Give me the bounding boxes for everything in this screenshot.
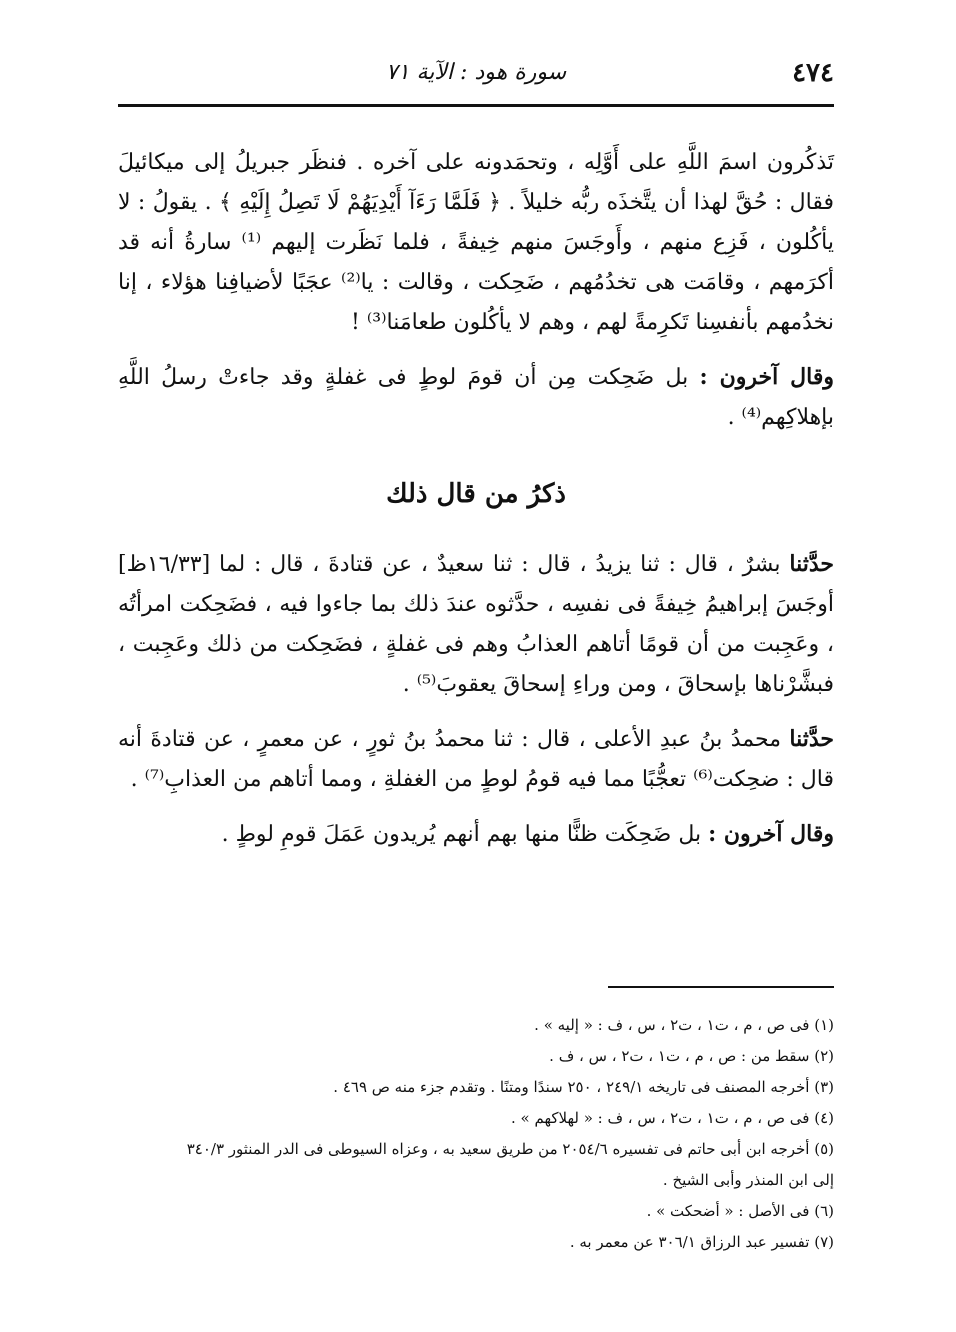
footnote-rule bbox=[608, 986, 834, 988]
paragraph-lead: حدَّثنا bbox=[789, 551, 834, 577]
paragraph bbox=[118, 544, 834, 705]
running-title: سورة هود : الآية ٧١ bbox=[385, 60, 567, 85]
paragraph bbox=[118, 719, 834, 800]
footnote: (٢) سقط من : ص ، م ، ت١ ، ت٢ ، س ، ف . bbox=[549, 1047, 834, 1065]
paragraph-lead: حدَّثنا bbox=[789, 726, 834, 752]
paragraph-text: محمدُ بنُ عبدِ الأعلى ، قال : ثنا محمدُ بنُ ثورٍ ، عن معمرٍ ، عن قتادةَ أنه قال : ضحِكت⁽⁶⁾ تعجُّبًا مما فيه قومُ لوطٍ من الغفلةِ ، ومما أتاهم من العذابِ⁽⁷⁾ . bbox=[118, 727, 834, 792]
footnote: (٣) أخرجه المصنف فى تاريخه ٢٤٩/١ ، ٢٥٠ سندًا ومتنًا . وتقدم جزء منه ص ٤٦٩ . bbox=[333, 1078, 834, 1096]
paragraph bbox=[118, 357, 834, 438]
footnote: (٥) أخرجه ابن أبى حاتم فى تفسيره ٢٠٥٤/٦ من طريق سعيد به ، وعزاه السيوطى فى الدر المنثور ٣٤٠/٣ bbox=[186, 1140, 834, 1158]
page-number: ٤٧٤ bbox=[792, 58, 834, 88]
footnote: (١) فى ص ، م ، ت١ ، ت٢ ، س ، ف : « إليه » . bbox=[534, 1016, 834, 1034]
paragraph bbox=[118, 814, 834, 855]
footnote: (٦) فى الأصل : « أضحكت » . bbox=[646, 1202, 834, 1220]
footnote-continuation: إلى ابن المنذر وأبى الشيخ . bbox=[662, 1171, 834, 1189]
paragraph-text: تَذكُرون اسمَ اللَّهِ على أَوَّلِه ، وتحمَدونه على آخره . فنظَر جبريلُ إلى ميكائيلَ فقال : حُقَّ لهذا أن يتَّخذَه ربُّه خليلاً . ﴿ فَلَمَّا رَءَآ أَيْدِيَهُمْ لَا تَصِلُ إِلَيْهِ ﴾ . يقولُ : لا يأكُلون ، فَزِع منهم ، وأَوجَسَ منهم خِيفةً ، فلما نَظَرت إليهم ⁽¹⁾ سارةُ أنه قد أكرَمهم ، وقامَت هى تخدُمُهم ، ضَحِكت ، وقالت : يا⁽²⁾ عجَبًا لأضيافِنا هؤلاء ، إنا نخدُمهم بأنفسِنا تَكرِمةً لهم ، وهم لا يأكُلون طعامَنا⁽³⁾ ! bbox=[118, 150, 834, 335]
paragraph-text: بل ضَحِكَت ظنًّا منها بهم أنهم يُريدون عَمَلَ قومِ لوطٍ . bbox=[221, 822, 709, 847]
page-header bbox=[118, 56, 834, 96]
paragraph-lead: وقال آخرون : bbox=[699, 364, 834, 390]
section-heading: ذكرُ من قال ذلك bbox=[386, 479, 566, 509]
paragraph-lead: وقال آخرون : bbox=[708, 821, 834, 847]
header-rule bbox=[118, 104, 834, 107]
paragraph bbox=[118, 142, 834, 343]
main-text bbox=[118, 142, 834, 855]
paragraph-text: بشرٌ ، قال : ثنا يزيدُ ، قال : ثنا سعيدٌ ، عن قتادةَ ، قال : لما [١٦/٣٣ظ] أوجَسَ إبراهيمُ خِيفةً فى نفسِه ، حدَّثوه عندَ ذلك بما جاءوا فيه ، فضَحِكت امرأتُه ، وعَجِبت من أن قومًا أتاهم العذابُ وهم فى غفلةٍ ، فضَحِكت من ذلك وعَجِبت ، فبشَّرْناها بإسحاقَ ، ومن وراءِ إسحاقَ يعقوبَ⁽⁵⁾ . bbox=[118, 552, 834, 697]
footnotes bbox=[118, 1010, 834, 1258]
footnote: (٤) فى ص ، م ، ت١ ، ت٢ ، س ، ف : « لهلاكهم » . bbox=[510, 1109, 834, 1127]
footnote: (٧) تفسير عبد الرزاق ٣٠٦/١ عن معمر به . bbox=[569, 1233, 834, 1251]
paragraph-text: بل ضَحِكت مِن أن قومَ لوطٍ فى غفلةٍ وقد جاءتْ رسلُ اللَّهِ بإهلاكِهم⁽⁴⁾ . bbox=[118, 365, 834, 430]
